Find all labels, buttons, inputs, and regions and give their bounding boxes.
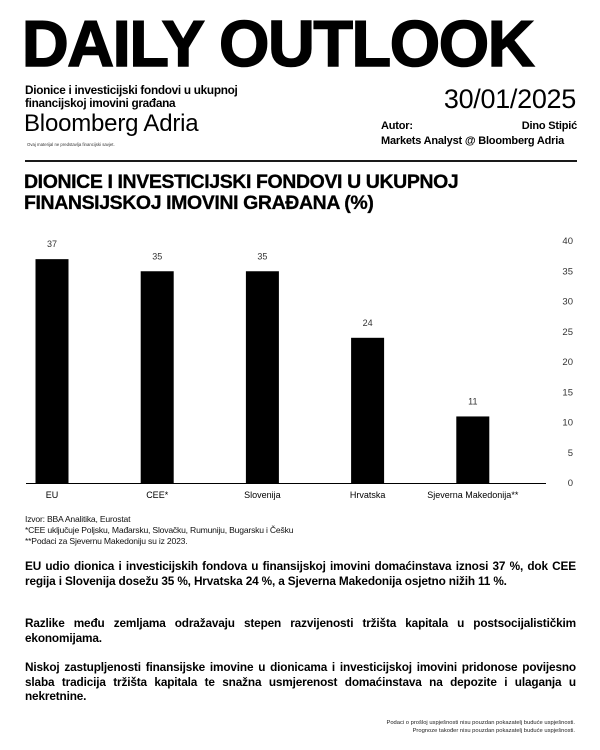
y-tick-label: 10 xyxy=(562,417,573,429)
y-tick-label: 35 xyxy=(562,266,573,278)
brand-logo: Bloomberg Adria xyxy=(24,110,199,137)
y-axis-ticks-group xyxy=(562,236,573,489)
financial-advice-disclaimer: Ovaj materijal ne predstavlja financijski savjet. xyxy=(27,142,115,147)
value-label: 35 xyxy=(152,251,163,262)
author-block xyxy=(381,119,577,149)
y-tick-label: 30 xyxy=(562,296,573,308)
category-label: EU xyxy=(45,490,59,500)
y-tick-label: 20 xyxy=(562,357,573,368)
source-note: Izvor: BBA Analitika, Eurostat xyxy=(25,514,131,524)
header-divider xyxy=(25,160,577,162)
y-tick-label: 25 xyxy=(562,326,573,338)
author-role: Markets Analyst @ Bloomberg Adria xyxy=(381,135,565,147)
y-tick-label: 0 xyxy=(567,478,573,489)
footer-disclaimer xyxy=(386,719,575,735)
category-label: Sjeverna Makedonija** xyxy=(427,490,519,500)
page-title: DAILY OUTLOOK xyxy=(22,8,534,80)
footer-line-2: Prognoze također nisu pouzdan pokazatelj buduće uspješnosti. xyxy=(412,728,575,734)
category-labels-group xyxy=(46,490,519,500)
category-label: Slovenija xyxy=(244,490,281,500)
y-tick-label: 5 xyxy=(567,447,573,459)
report-subtitle: Dionice i investicijski fondovi u ukupnoj financijskoj imovini građana xyxy=(25,83,238,110)
y-tick-label: 40 xyxy=(562,236,573,247)
category-label: Hrvatska xyxy=(349,490,386,500)
cee-footnote: *CEE uključuje Poljsku, Mađarsku, Slovačku, Rumuniju, Bugarsku i Češku xyxy=(25,525,294,535)
body-paragraph-3: Niskoj zastupljenosti finansijske imovine u dionicama i investicijskoj imovini pridonose povijesno slaba tradicija tržišta kapitala te snažna usmjerenost domaćinstava na depozite i ulaganja u nekretnine. xyxy=(25,660,576,703)
macedonia-footnote: **Podaci za Sjevernu Makedoniju su iz 2023. xyxy=(25,536,188,546)
chart-notes xyxy=(25,514,293,547)
value-label: 35 xyxy=(257,251,268,262)
bar-chart xyxy=(0,225,600,505)
bar-0 xyxy=(36,259,69,483)
author-label: Autor: xyxy=(381,120,413,132)
bar-2 xyxy=(246,271,279,483)
bar-4 xyxy=(456,416,489,483)
bar-1 xyxy=(141,271,174,483)
report-date: 30/01/2025 xyxy=(443,84,576,114)
chart-title: DIONICE I INVESTICIJSKI FONDOVI U UKUPNOJ FINANSIJSKOJ IMOVINI GRAĐANA (%) xyxy=(24,171,459,214)
value-label: 37 xyxy=(46,239,58,250)
bar-3 xyxy=(351,338,384,483)
body-paragraph-1: EU udio dionica i investicijskih fondova u finansijskoj imovini domaćinstava iznosi 37 %, dok CEE regija i Slovenija dosežu 35 %, Hrvatska 24 %, a Sjeverna Makedonija osjetno nižih 11 %. xyxy=(25,559,576,588)
value-label: 11 xyxy=(468,396,478,407)
value-label: 24 xyxy=(362,317,373,328)
author-name: Dino Stipić xyxy=(521,120,577,132)
footer-line-1: Podaci o prošloj uspješnosti nisu pouzdan pokazatelj buduće uspješnosti. xyxy=(386,720,575,726)
body-paragraph-2: Razlike među zemljama odražavaju stepen razvijenosti tržišta kapitala u postsocijalističkim ekonomijama. xyxy=(25,616,576,645)
category-label: CEE* xyxy=(146,490,169,500)
bars-group xyxy=(36,259,490,483)
y-tick-label: 15 xyxy=(562,387,573,399)
